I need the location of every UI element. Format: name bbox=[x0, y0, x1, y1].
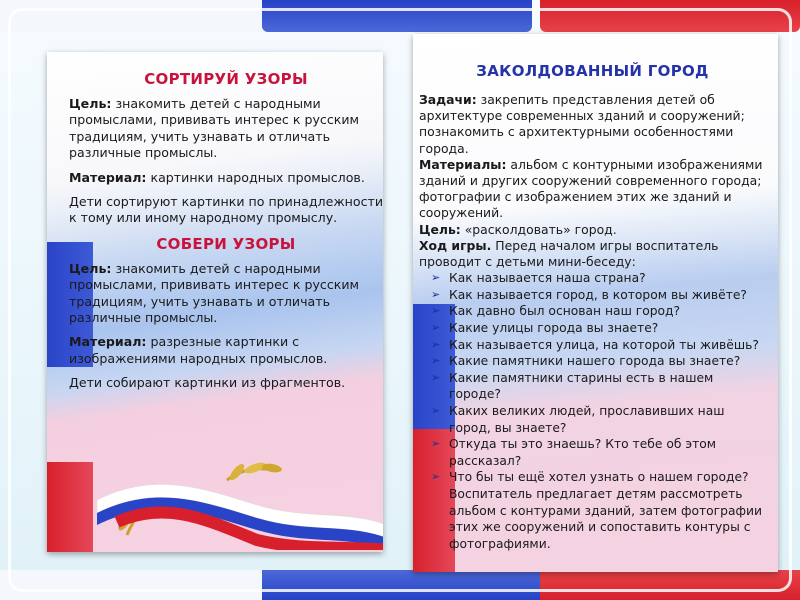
left-card bbox=[47, 52, 383, 552]
list-item: ➢ Что бы ты ещё хотел узнать о нашем городе? bbox=[449, 469, 766, 486]
tasks bbox=[419, 92, 766, 157]
game2-description: Дети собирают картинки из фрагментов. bbox=[69, 375, 346, 391]
tasks-text: закрепить представления детей об архитектуре современных зданий и сооружений; познакомить с архитектурными особенностями города. bbox=[419, 92, 745, 156]
game2-material-text: разрезные картинки с изображениями народных промыслов. bbox=[69, 334, 328, 366]
materials bbox=[419, 157, 766, 222]
game2-goal-label: Цель: bbox=[69, 260, 112, 276]
conclusion: Воспитатель предлагает детям рассмотреть альбом с контурами зданий, затем фотографии этих же сооружений и сопоставить контуры с фотографиями. bbox=[449, 486, 762, 551]
materials-label: Материалы: bbox=[419, 156, 507, 172]
game2-title: СОБЕРИ УЗОРЫ bbox=[156, 234, 296, 253]
game1-goal bbox=[69, 96, 383, 162]
materials-text: альбом с контурными изображениями зданий и других сооружений современного города; фотографии с изображением этих же зданий и сооружений. bbox=[419, 156, 763, 221]
list-item: ➢ Откуда ты это знаешь? Кто тебе об этом рассказал? bbox=[449, 436, 766, 469]
game1-title: СОРТИРУЙ УЗОРЫ bbox=[144, 70, 308, 88]
game1-goal-label: Цель: bbox=[69, 96, 112, 111]
game1-goal-text: знакомить детей с народными промыслами, прививать интерес к русским традициям, учить узнавать и отличать различные промыслы. bbox=[69, 96, 360, 161]
goal-label: Цель: bbox=[419, 221, 461, 237]
list-item: ➢ Как называется улица, на которой ты живёшь? bbox=[449, 337, 766, 354]
course bbox=[419, 238, 766, 270]
game2-material bbox=[69, 334, 383, 367]
game1-material-label: Материал: bbox=[69, 169, 147, 185]
goal-text: «расколдовать» город. bbox=[460, 221, 617, 237]
list-item: ➢ Как называется город, в котором вы живёте? bbox=[449, 287, 766, 304]
right-card-content bbox=[413, 34, 778, 572]
course-label: Ход игры. bbox=[419, 237, 492, 253]
list-item: ➢ Как называется наша страна? bbox=[449, 270, 766, 287]
questions-list bbox=[419, 270, 766, 486]
game2-goal bbox=[69, 261, 383, 327]
game2-goal-text: знакомить детей с народными промыслами, прививать интерес к русским традициям, учить узнавать и отличать различные промыслы. bbox=[69, 260, 360, 326]
game1-material bbox=[69, 170, 383, 186]
list-item: ➢ Каких великих людей, прославивших наш город, вы знаете? bbox=[449, 403, 766, 436]
right-card bbox=[413, 34, 778, 572]
course-text: Перед началом игры воспитатель проводит с детьми мини-беседу: bbox=[419, 237, 719, 270]
russian-flag-ribbon-icon bbox=[87, 450, 383, 550]
game1-description: Дети сортируют картинки по принадлежности к тому или иному народному промыслу. bbox=[69, 194, 383, 226]
game2-material-label: Материал: bbox=[69, 334, 147, 350]
list-item: ➢ Какие памятники нашего города вы знаете? bbox=[449, 353, 766, 370]
right-title: ЗАКОЛДОВАННЫЙ ГОРОД bbox=[476, 62, 709, 80]
list-item: ➢ Какие улицы города вы знаете? bbox=[449, 320, 766, 337]
tasks-label: Задачи: bbox=[419, 92, 477, 107]
game1-material-text: картинки народных промыслов. bbox=[146, 169, 365, 185]
list-item: ➢ Какие памятники старины есть в нашем городе? bbox=[449, 370, 766, 403]
goal bbox=[419, 222, 766, 238]
list-item: ➢ Как давно был основан наш город? bbox=[449, 303, 766, 320]
